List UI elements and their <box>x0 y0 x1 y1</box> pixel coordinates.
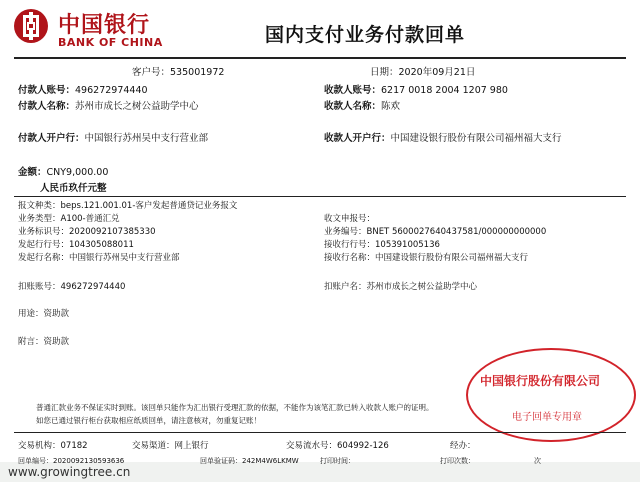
payer-bank-label: 付款人开户行： <box>18 133 85 144</box>
payer-name <box>18 98 199 112</box>
print-count-unit: 次 <box>534 457 541 465</box>
transaction-channel <box>132 439 209 451</box>
payee-bank <box>324 130 562 144</box>
receiver-reference: 收文申报号： <box>324 214 376 224</box>
notice-line-1: 普通汇款业务不保证实时到账。该回单只能作为汇出银行受理汇款的依据，不能作为该笔汇款已转入收款人账户的证明。 <box>36 403 434 412</box>
bank-logo-icon <box>14 9 48 43</box>
payer-name-value: 苏州市成长之树公益助学中心 <box>75 101 199 112</box>
date-label: 日期： <box>370 67 399 78</box>
amount-in-words: 人民币玖仟元整 <box>40 183 107 194</box>
payer-bank-value: 中国银行苏州吴中支行营业部 <box>84 133 209 144</box>
payee-name-value: 陈欢 <box>381 101 401 112</box>
header-divider <box>14 57 626 59</box>
amount <box>18 164 108 178</box>
receipt-no: 回单编号：2020092130593636 <box>18 457 125 465</box>
payer-bank <box>18 130 208 144</box>
payee-account-label: 收款人账号： <box>324 85 382 96</box>
purpose: 用途：资助款 <box>18 309 70 319</box>
customer-no <box>132 64 224 78</box>
seal-text-top: 中国银行股份有限公司 <box>480 374 601 388</box>
customer-no-value: 535001972 <box>170 67 225 78</box>
sending-bank-name: 发起行名称：中国银行苏州吴中支行营业部 <box>18 253 180 263</box>
transaction-org <box>18 439 88 451</box>
bank-name-en: BANK OF CHINA <box>58 36 163 49</box>
org-label: 交易机构： <box>18 441 61 451</box>
payer-account <box>18 82 148 96</box>
business-number: 业务编号：BNET 5600027640437581/000000000000 <box>324 227 547 237</box>
sending-bank-no: 发起行行号：104305088011 <box>18 240 134 250</box>
page-title: 国内支付业务付款回单 <box>265 24 466 46</box>
date-value: 2020年09月21日 <box>398 67 476 78</box>
amount-value: CNY9,000.00 <box>46 167 109 178</box>
debit-account: 扣账账号：496272974440 <box>18 282 126 292</box>
business-type: 业务类型：A100-普通汇兑 <box>18 214 120 224</box>
watermark: www.growingtree.cn <box>8 465 131 479</box>
payee-account-value: 6217 0018 2004 1207 980 <box>381 85 508 96</box>
print-time: 打印时间： <box>320 457 355 465</box>
transaction-serial <box>286 439 389 451</box>
channel-value: 网上银行 <box>174 441 209 451</box>
debit-account-name: 扣账户名：苏州市成长之树公益助学中心 <box>324 282 478 292</box>
handler: 经办： <box>450 441 476 451</box>
customer-no-label: 客户号： <box>132 67 171 78</box>
channel-label: 交易渠道： <box>132 441 175 451</box>
electronic-seal-icon <box>466 348 636 442</box>
remark: 附言：资助款 <box>18 337 70 347</box>
message-type: 报文种类：beps.121.001.01-客户发起普通贷记业务报文 <box>18 201 238 211</box>
receipt-date <box>370 64 475 78</box>
bank-name-cn: 中国银行 <box>58 12 151 38</box>
org-value: 07182 <box>60 441 88 451</box>
notice-line-2: 如您已通过银行柜台获取相应纸质回单，请注意核对，勿重复记账！ <box>36 416 261 425</box>
payee-bank-value: 中国建设银行股份有限公司福州福大支行 <box>390 133 562 144</box>
payee-bank-label: 收款人开户行： <box>324 133 391 144</box>
serial-label: 交易流水号： <box>286 441 338 451</box>
serial-value: 604992-126 <box>337 441 389 451</box>
amount-label: 金额： <box>18 167 47 178</box>
payer-account-value: 496272974440 <box>75 85 148 96</box>
payee-name <box>324 98 400 112</box>
receiving-bank-name: 接收行名称：中国建设银行股份有限公司福州福大支行 <box>324 253 529 263</box>
payee-name-label: 收款人名称： <box>324 101 382 112</box>
payer-account-label: 付款人账号： <box>18 85 76 96</box>
business-id: 业务标识号：2020092107385330 <box>18 227 156 237</box>
print-count: 打印次数： <box>440 457 475 465</box>
footer-divider <box>14 432 626 433</box>
verify-code: 回单验证码：242M4W6LKMW <box>200 457 299 465</box>
amount-divider <box>14 196 626 197</box>
payee-account <box>324 82 508 96</box>
seal-text-bottom: 电子回单专用章 <box>512 412 582 423</box>
receiving-bank-no: 接收行行号：105391005136 <box>324 240 440 250</box>
payer-name-label: 付款人名称： <box>18 101 76 112</box>
